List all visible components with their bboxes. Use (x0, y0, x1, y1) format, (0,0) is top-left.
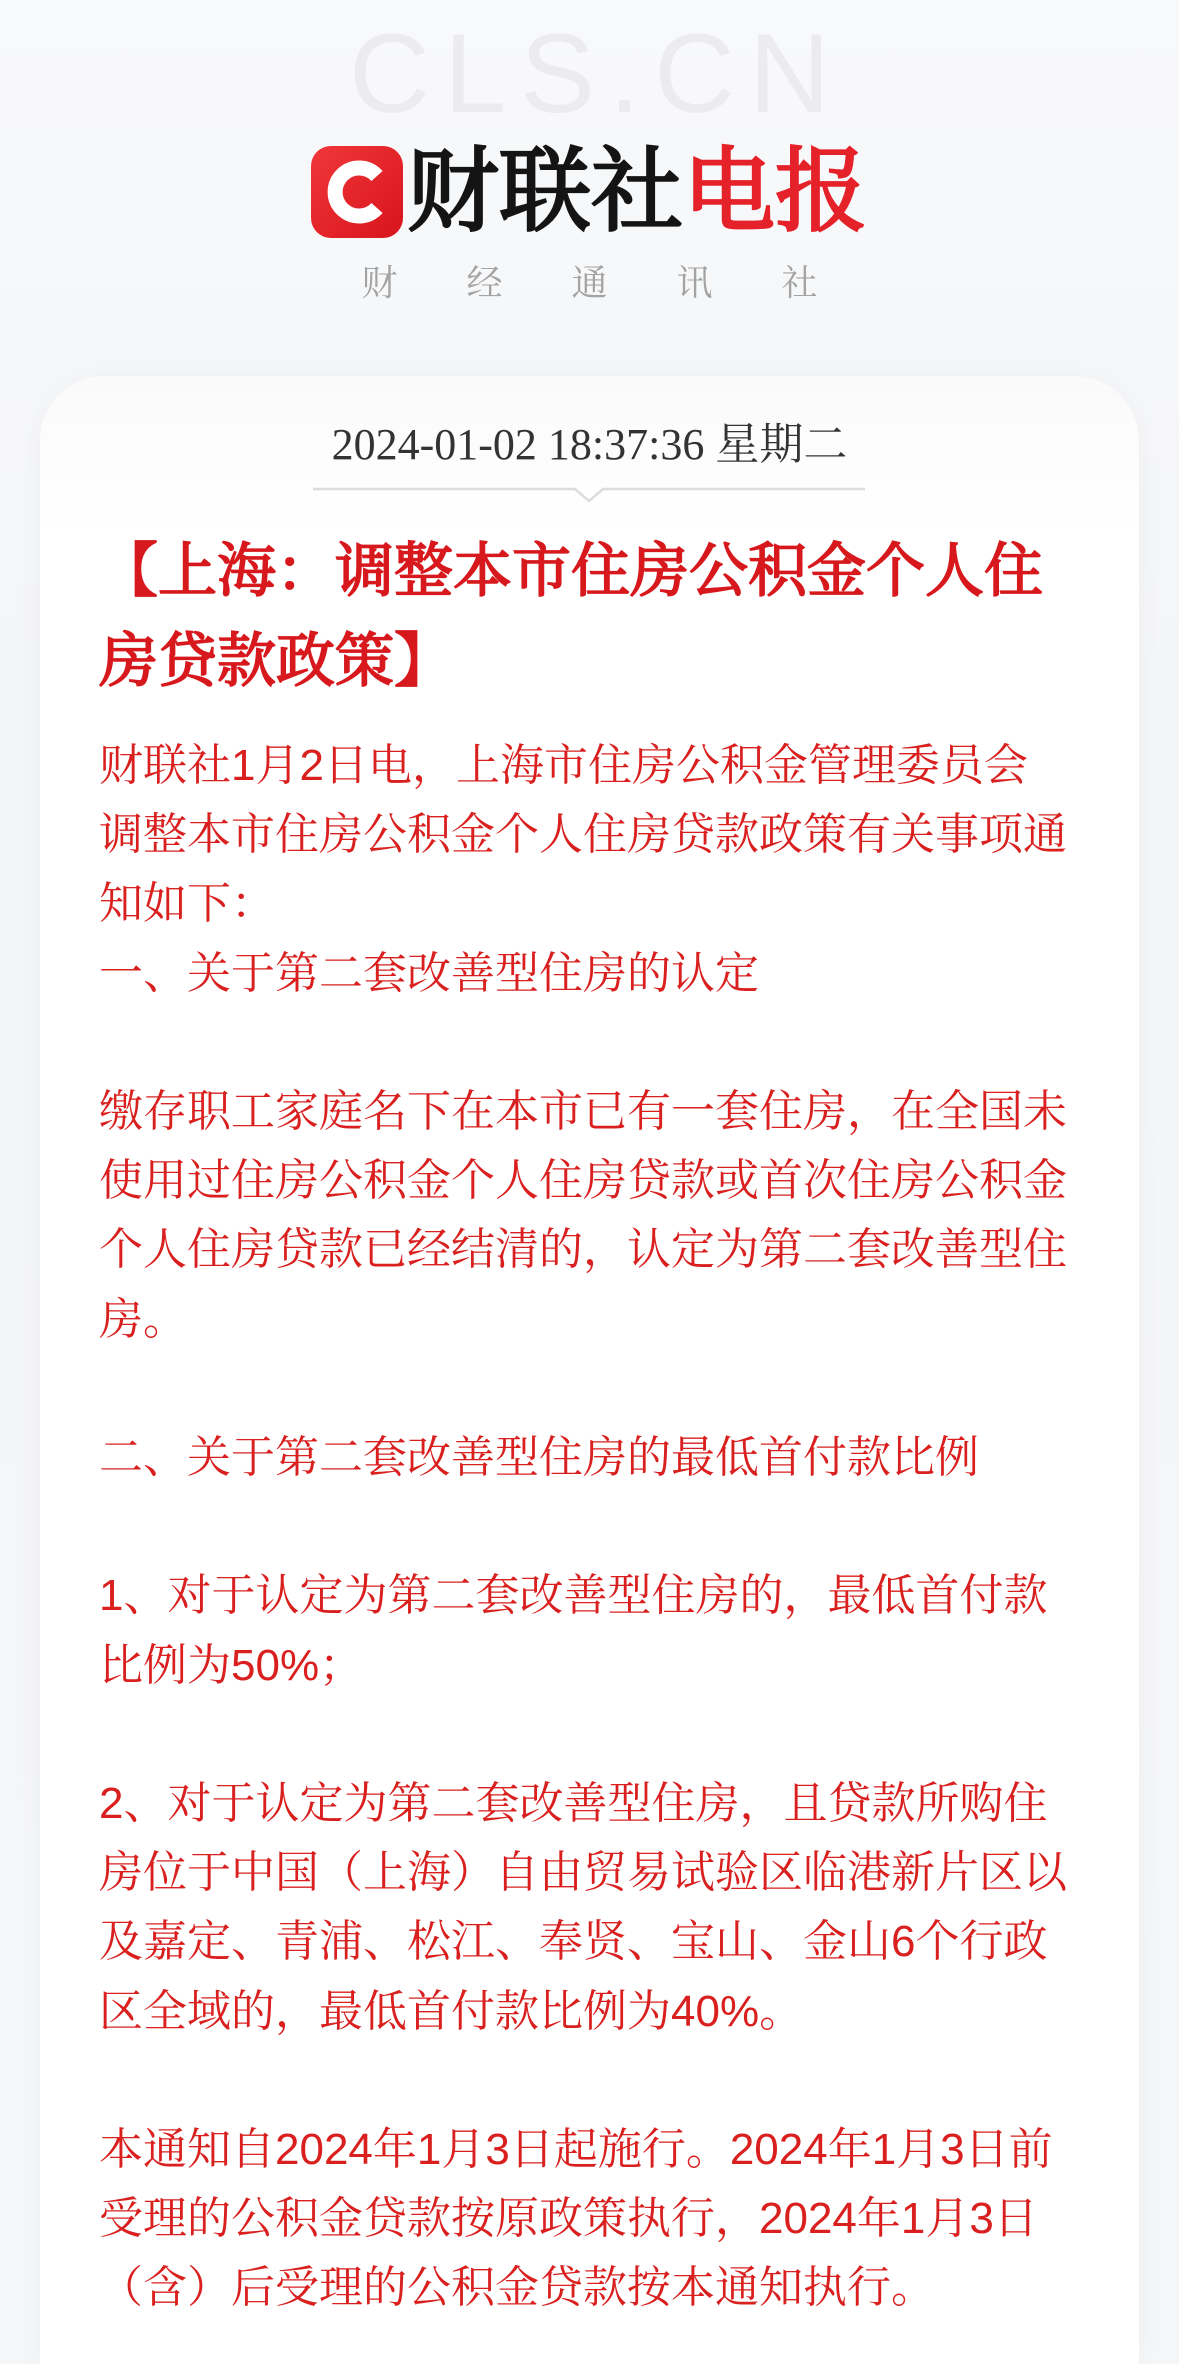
body-line: 个人住房贷款已经结清的，认定为第二套改善型住 (99, 1225, 1067, 1275)
body-line: 缴存职工家庭名下在本市已有一套住房，在全国未 (99, 1087, 1067, 1136)
body-line: （含）后受理的公积金贷款按本通知执行。 (99, 2263, 935, 2313)
body-line: 财联社1月2日电，上海市住房公积金管理委员会 (99, 741, 1028, 790)
headline-line: 房贷款政策】 (99, 628, 454, 694)
body-line: 使用过住房公积金个人住房贷款或首次住房公积金 (99, 1156, 1067, 1206)
body-line: 知如下： (99, 879, 275, 929)
body-line: 房位于中国（上海）自由贸易试验区临港新片区以 (99, 1848, 1067, 1898)
body-line: 1、对于认定为第二套改善型住房的，最低首付款 (99, 1571, 1048, 1621)
body-line: 调整本市住房公积金个人住房贷款政策有关事项通 (99, 810, 1067, 860)
article-body (99, 731, 1067, 2323)
cailianshe-telegraph-logo (311, 141, 868, 243)
body-line: 受理的公积金贷款按原政策执行，2024年1月3日 (99, 2194, 1038, 2244)
body-line: 房。 (99, 1294, 187, 1344)
body-line: 2、对于认定为第二套改善型住房，且贷款所购住 (99, 1778, 1048, 1828)
article-headline (99, 526, 1043, 706)
body-paragraph (99, 1423, 1067, 1492)
body-line: 及嘉定、青浦、松江、奉贤、宝山、金山6个行政 (99, 1917, 1048, 1967)
body-paragraph (99, 731, 1067, 1008)
body-paragraph (99, 1769, 1067, 2046)
body-paragraph (99, 1561, 1067, 1699)
section-heading: 二、关于第二套改善型住房的最低首付款比例 (99, 1433, 979, 1482)
logo-name-dianbao: 电报 (683, 141, 868, 243)
logo-wordmark (407, 141, 868, 243)
publish-datetime: 2024-01-02 18:37:36 星期二 (331, 420, 848, 469)
body-paragraph (99, 2115, 1067, 2323)
body-paragraph (99, 1077, 1067, 1354)
body-line: 比例为50%； (99, 1640, 364, 1690)
headline-line: 【上海：调整本市住房公积金个人住 (99, 538, 1044, 604)
logo-name-cailianshe: 财联社 (407, 141, 684, 243)
body-line: 本通知自2024年1月3日起施行。2024年1月3日前 (99, 2124, 1053, 2174)
body-line: 区全域的，最低首付款比例为40%。 (99, 1986, 804, 2036)
logo-tagline: 财经通讯社 (361, 262, 887, 303)
cls-c-logo-icon (311, 146, 403, 238)
cls-watermark: CLS.CN (349, 11, 844, 136)
section-heading: 一、关于第二套改善型住房的认定 (99, 948, 759, 998)
date-divider (313, 480, 865, 506)
